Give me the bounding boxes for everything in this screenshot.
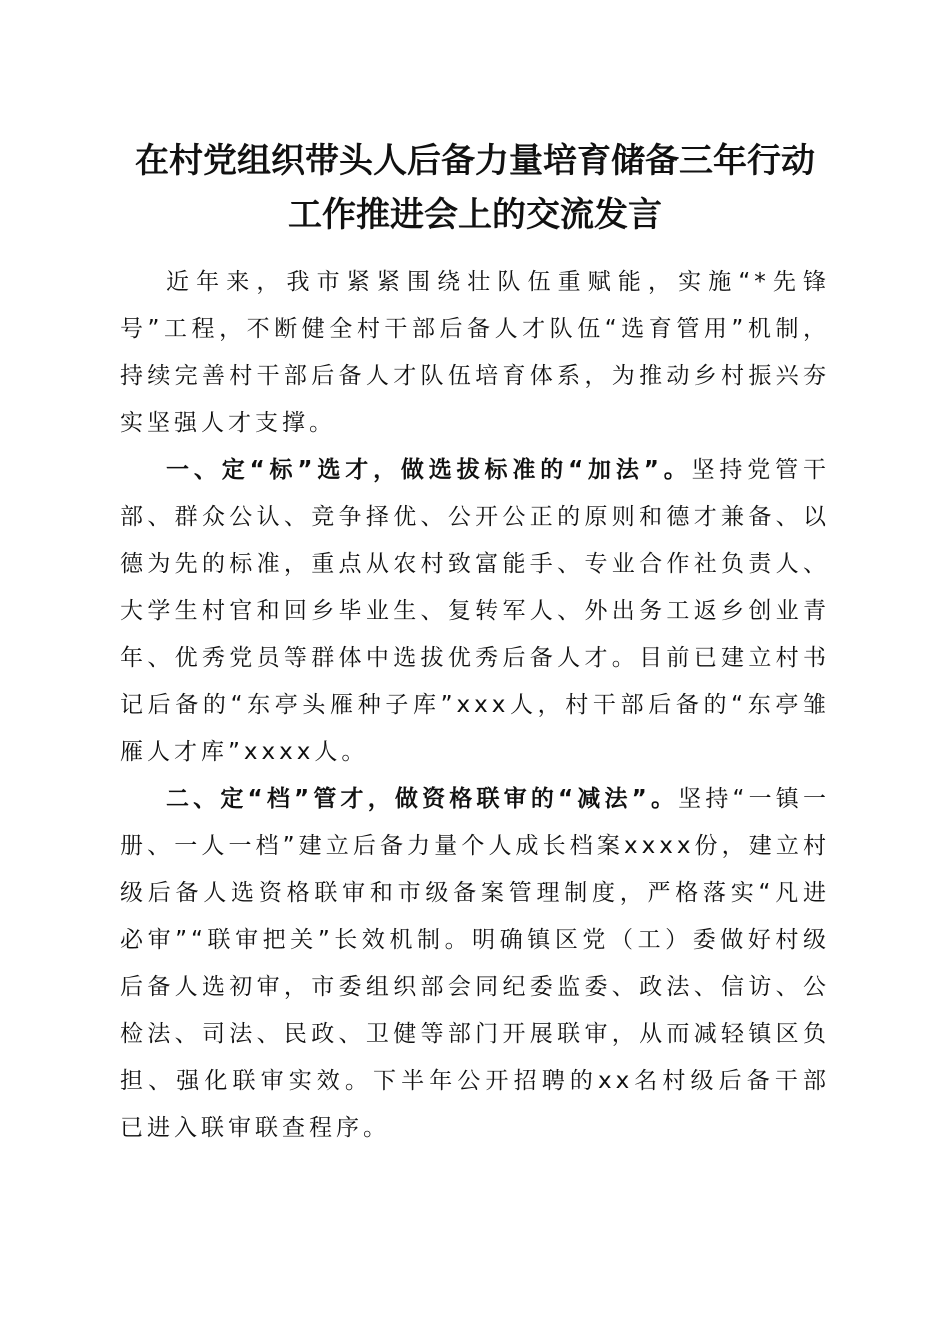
section-2-heading: 二、定“档”管才，做资格联审的“减法”。 bbox=[166, 786, 679, 812]
section-1-text: 坚持党管干部、群众公认、竞争择优、公开公正的原则和德才兼备、以德为先的标准，重点从农村致富能手、专业合作社负责人、大学生村官和回乡毕业生、复转军人、外出务工返乡创业青年、优秀党员等群体中选拔优秀后备人才。目前已建立村书记后备的“东亭头雁种子库”xxx人，村干部后备的“东亭雏雁人才库”xxxx人。 bbox=[120, 457, 830, 765]
document-title bbox=[100, 134, 850, 242]
title-line-1: 在村党组织带头人后备力量培育储备三年行动 bbox=[135, 141, 815, 181]
section-1-paragraph bbox=[120, 447, 830, 776]
document-body bbox=[120, 259, 830, 1152]
section-1-heading: 一、定“标”选才，做选拔标准的“加法”。 bbox=[166, 457, 692, 483]
intro-paragraph: 近年来，我市紧紧围绕壮队伍重赋能，实施“*先锋号”工程，不断健全村干部后备人才队伍“选育管用”机制，持续完善村干部后备人才队伍培育体系，为推动乡村振兴夯实坚强人才支撑。 bbox=[120, 269, 830, 436]
section-2-paragraph bbox=[120, 776, 830, 1152]
title-line-2: 工作推进会上的交流发言 bbox=[288, 195, 662, 235]
section-2-text: 坚持“一镇一册、一人一档”建立后备力量个人成长档案xxxx份，建立村级后备人选资格联审和市级备案管理制度，严格落实“凡进必审”“联审把关”长效机制。明确镇区党（工）委做好村级后备人选初审，市委组织部会同纪委监委、政法、信访、公检法、司法、民政、卫健等部门开展联审，从而减轻镇区负担、强化联审实效。下半年公开招聘的xx名村级后备干部已进入联审联查程序。 bbox=[120, 786, 830, 1141]
